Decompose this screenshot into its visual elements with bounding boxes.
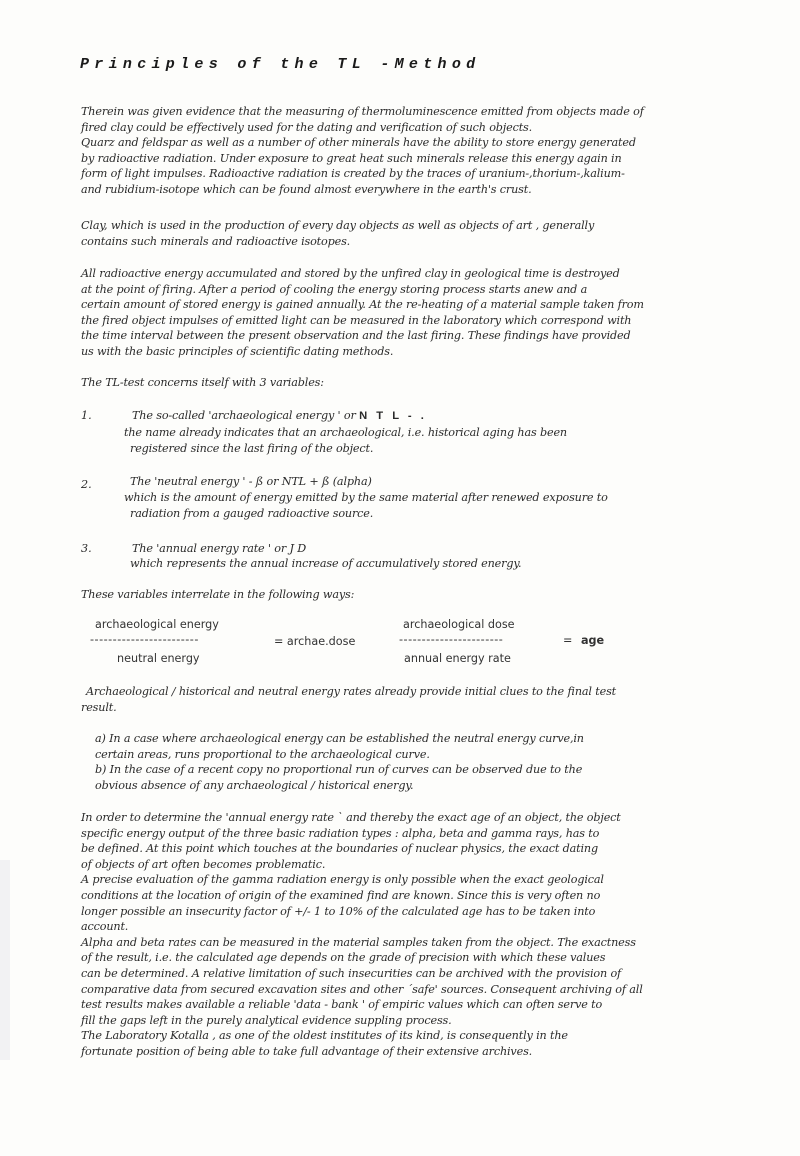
- cases-list: [95, 731, 775, 793]
- text-line: a) In a case where archaeological energy can be established the neutral energy curve,in: [95, 732, 584, 745]
- text-line: conditions at the location of origin of the examined find are known. Since this is very often no: [81, 888, 601, 902]
- text-line: us with the basic principles of scientific dating methods.: [81, 344, 394, 358]
- text-line: A precise evaluation of the gamma radiation energy is only possible when the exact geological: [81, 873, 604, 887]
- page-title: Principles of the TL -Method: [80, 56, 481, 73]
- text-line: fortunate position of being able to take full advantage of their extensive archives.: [81, 1044, 533, 1058]
- text-line: account.: [81, 920, 129, 934]
- text-line: at the point of firing. After a period of cooling the energy storing process starts anew and a: [81, 282, 588, 296]
- clues-paragraph: [81, 684, 766, 715]
- text-line: form of light impulses. Radioactive radiation is created by the traces of uranium-,thorium-,kalium-: [81, 167, 625, 181]
- text-line: comparative data from secured excavation sites and other ´safe' sources. Consequent archiving of all: [81, 982, 643, 996]
- formula-right-equals: =: [563, 634, 573, 647]
- text-line: radiation from a gauged radioactive source.: [130, 507, 374, 520]
- text-line: The TL-test concerns itself with 3 variables:: [81, 376, 324, 389]
- text-line: which represents the annual increase of accumulatively stored energy.: [130, 557, 522, 570]
- item-number: 3.: [81, 542, 92, 555]
- formula-right-fraction-line: -----------------------: [399, 633, 504, 646]
- text-line: certain amount of stored energy is gained annually. At the re-heating of a material sample taken from: [81, 298, 644, 312]
- formula-right-result: age: [581, 634, 605, 647]
- formula-left-denominator: neutral energy: [117, 652, 200, 665]
- text-line: obvious absence of any archaeological / historical energy.: [95, 778, 414, 792]
- formula-left-fraction-line: ------------------------: [90, 633, 199, 646]
- text-line: the fired object impulses of emitted light can be measured in the laboratory which correspond with: [81, 313, 632, 327]
- interrelate-text: [81, 587, 761, 603]
- text-line: and rubidium-isotope which can be found almost everywhere in the earth's crust.: [81, 182, 532, 196]
- text-line: of the result, i.e. the calculated age depends on the grade of precision with which these values: [81, 951, 606, 965]
- item-1-heading: [132, 408, 427, 425]
- item-number: 2.: [81, 478, 92, 491]
- text-line: which is the amount of energy emitted by the same material after renewed exposure to: [124, 491, 608, 504]
- text-line: test results makes available a reliable 'data - bank ' of empiric values which can often serve to: [81, 998, 603, 1012]
- text-line: The Laboratory Kotalla , as one of the oldest institutes of its kind, is consequently in the: [81, 1029, 568, 1043]
- scan-shadow: [0, 860, 10, 1060]
- text-line: can be determined. A relative limitation of such insecurities can be archived with the provision of: [81, 966, 622, 980]
- text-line: Archaeological / historical and neutral energy rates already provide initial clues to the final test: [86, 685, 617, 698]
- text-line: b) In the case of a recent copy no proportional run of curves can be observed due to the: [95, 763, 583, 777]
- variables-intro: [81, 375, 761, 391]
- item-number: 1.: [81, 409, 92, 422]
- text-line: All radioactive energy accumulated and stored by the unfired clay in geological time is destroyed: [81, 267, 620, 280]
- text-line: fill the gaps left in the purely analytical evidence suppling process.: [81, 1013, 452, 1027]
- formula-right-numerator: archaeological dose: [403, 618, 515, 631]
- energy-paragraph: [81, 266, 761, 360]
- text-line: fired clay could be effectively used for the dating and verification of such objects.: [81, 120, 533, 134]
- text-line: contains such minerals and radioactive isotopes.: [81, 234, 351, 248]
- text-line: Therein was given evidence that the measuring of thermoluminescence emitted from objects made of: [81, 105, 644, 118]
- formula-right-denominator: annual energy rate: [404, 652, 511, 665]
- text-line: Alpha and beta rates can be measured in the material samples taken from the object. The exactness: [81, 935, 636, 949]
- text-line: registered since the last firing of the object.: [130, 442, 374, 455]
- text-line: of objects of art often becomes problematic.: [81, 857, 326, 871]
- text-line: These variables interrelate in the following ways:: [81, 588, 355, 601]
- text-line: In order to determine the 'annual energy rate ` and thereby the exact age of an object, the object: [81, 811, 621, 824]
- text-line: Quarz and feldspar as well as a number of other minerals have the ability to store energy generated: [81, 136, 636, 150]
- text-line: by radioactive radiation. Under exposure to great heat such minerals release this energy again in: [81, 151, 622, 165]
- formula-left-numerator: archaeological energy: [95, 618, 219, 631]
- text-line: result.: [81, 700, 117, 714]
- text-line: certain areas, runs proportional to the archaeological curve.: [95, 747, 430, 761]
- closing-paragraph: [81, 810, 761, 1060]
- text-line: the time interval between the present observation and the last firing. These findings have provided: [81, 329, 631, 343]
- text-line: be defined. At this point which touches at the boundaries of nuclear physics, the exact dating: [81, 842, 598, 856]
- formula-left-result: = archae.dose: [274, 635, 356, 648]
- item-2-heading: The 'neutral energy ' - ß or NTL + ß (alpha): [130, 475, 372, 488]
- ntl-label: N T L - .: [359, 410, 427, 422]
- item-heading-text: The so-called 'archaeological energy ' or: [132, 409, 356, 422]
- text-line: Clay, which is used in the production of every day objects as well as objects of art , generally: [81, 219, 595, 232]
- item-3-heading: The 'annual energy rate ' or J D: [132, 542, 307, 555]
- text-line: the name already indicates that an archaeological, i.e. historical aging has been: [124, 426, 567, 439]
- clay-paragraph: [81, 218, 761, 249]
- intro-paragraph: [81, 104, 761, 198]
- text-line: specific energy output of the three basic radiation types : alpha, beta and gamma rays, has to: [81, 826, 600, 840]
- text-line: longer possible an insecurity factor of +/- 1 to 10% of the calculated age has to be taken into: [81, 904, 596, 918]
